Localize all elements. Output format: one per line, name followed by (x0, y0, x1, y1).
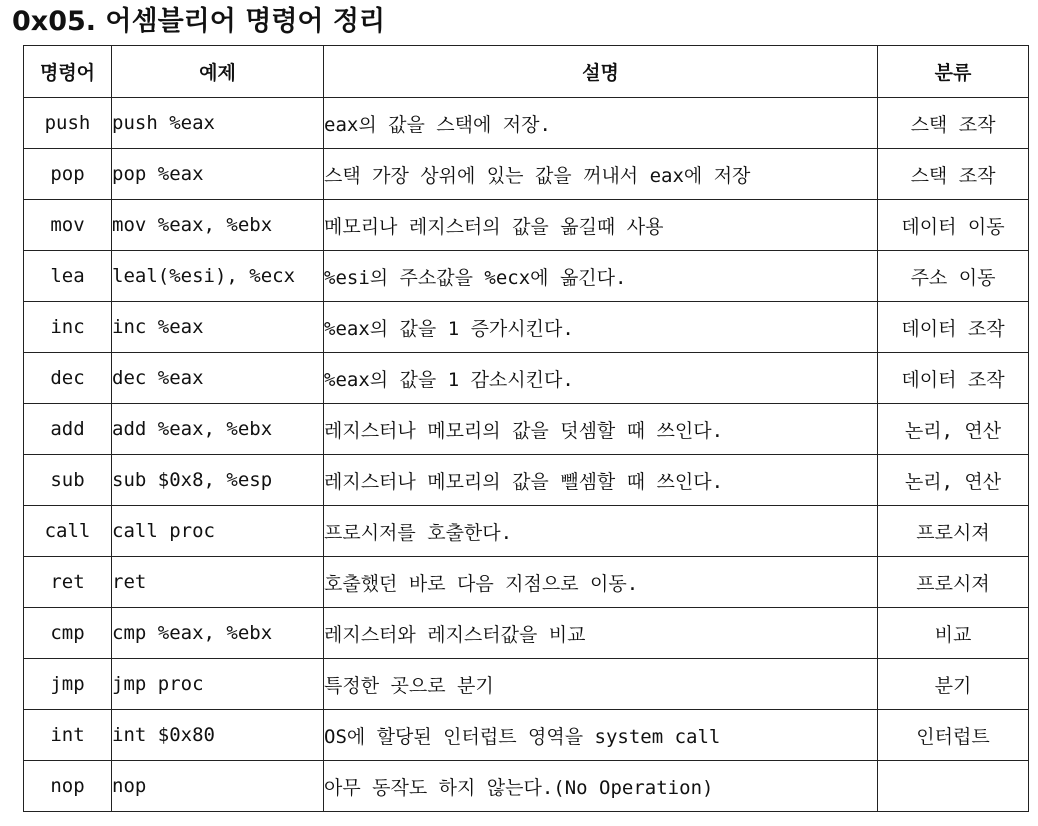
cell-description: %eax의 값을 1 증가시킨다. (324, 302, 878, 353)
cell-example: ret (112, 557, 324, 608)
instruction-table (23, 45, 1029, 812)
table-row (24, 710, 1029, 761)
table-row (24, 404, 1029, 455)
table-row (24, 659, 1029, 710)
cell-category: 프로시져 (878, 557, 1029, 608)
cell-example: sub $0x8, %esp (112, 455, 324, 506)
table-row (24, 761, 1029, 812)
cell-category: 데이터 이동 (878, 200, 1029, 251)
cell-description: 메모리나 레지스터의 값을 옮길때 사용 (324, 200, 878, 251)
table-row (24, 557, 1029, 608)
cell-command: nop (24, 761, 112, 812)
table-row (24, 98, 1029, 149)
cell-description: 레지스터와 레지스터값을 비교 (324, 608, 878, 659)
cell-command: push (24, 98, 112, 149)
cell-example: push %eax (112, 98, 324, 149)
cell-example: call proc (112, 506, 324, 557)
cell-example: cmp %eax, %ebx (112, 608, 324, 659)
cell-command: int (24, 710, 112, 761)
table-header-row (24, 46, 1029, 98)
cell-description: 특정한 곳으로 분기 (324, 659, 878, 710)
cell-command: inc (24, 302, 112, 353)
cell-category: 프로시져 (878, 506, 1029, 557)
cell-example: inc %eax (112, 302, 324, 353)
table-row (24, 608, 1029, 659)
cell-example: int $0x80 (112, 710, 324, 761)
cell-category: 논리, 연산 (878, 404, 1029, 455)
cell-category: 비교 (878, 608, 1029, 659)
header-command: 명령어 (24, 46, 112, 98)
cell-command: pop (24, 149, 112, 200)
header-description: 설명 (324, 46, 878, 98)
cell-category: 논리, 연산 (878, 455, 1029, 506)
cell-description: eax의 값을 스택에 저장. (324, 98, 878, 149)
table-row (24, 455, 1029, 506)
cell-category: 인터럽트 (878, 710, 1029, 761)
cell-category: 주소 이동 (878, 251, 1029, 302)
cell-command: add (24, 404, 112, 455)
cell-description: 레지스터나 메모리의 값을 덧셈할 때 쓰인다. (324, 404, 878, 455)
cell-description: 프로시저를 호출한다. (324, 506, 878, 557)
cell-category: 스택 조작 (878, 149, 1029, 200)
cell-command: ret (24, 557, 112, 608)
header-category: 분류 (878, 46, 1029, 98)
cell-example: jmp proc (112, 659, 324, 710)
cell-command: cmp (24, 608, 112, 659)
cell-description: 레지스터나 메모리의 값을 뺄셈할 때 쓰인다. (324, 455, 878, 506)
page-title: 0x05. 어셈블리어 명령어 정리 (12, 6, 386, 37)
cell-command: sub (24, 455, 112, 506)
table-row (24, 506, 1029, 557)
cell-example: add %eax, %ebx (112, 404, 324, 455)
cell-example: dec %eax (112, 353, 324, 404)
table-row (24, 251, 1029, 302)
cell-command: jmp (24, 659, 112, 710)
cell-description: %eax의 값을 1 감소시킨다. (324, 353, 878, 404)
header-example: 예제 (112, 46, 324, 98)
cell-example: pop %eax (112, 149, 324, 200)
cell-description: 아무 동작도 하지 않는다.(No Operation) (324, 761, 878, 812)
cell-category: 스택 조작 (878, 98, 1029, 149)
cell-description: OS에 할당된 인터럽트 영역을 system call (324, 710, 878, 761)
cell-category: 데이터 조작 (878, 353, 1029, 404)
cell-category: 분기 (878, 659, 1029, 710)
cell-example: nop (112, 761, 324, 812)
cell-command: call (24, 506, 112, 557)
cell-example: leal(%esi), %ecx (112, 251, 324, 302)
cell-command: mov (24, 200, 112, 251)
table-row (24, 149, 1029, 200)
cell-example: mov %eax, %ebx (112, 200, 324, 251)
table-row (24, 200, 1029, 251)
cell-description: %esi의 주소값을 %ecx에 옮긴다. (324, 251, 878, 302)
cell-command: lea (24, 251, 112, 302)
cell-description: 스택 가장 상위에 있는 값을 꺼내서 eax에 저장 (324, 149, 878, 200)
table-row (24, 302, 1029, 353)
table-row (24, 353, 1029, 404)
cell-description: 호출했던 바로 다음 지점으로 이동. (324, 557, 878, 608)
cell-category (878, 761, 1029, 812)
cell-category: 데이터 조작 (878, 302, 1029, 353)
cell-command: dec (24, 353, 112, 404)
